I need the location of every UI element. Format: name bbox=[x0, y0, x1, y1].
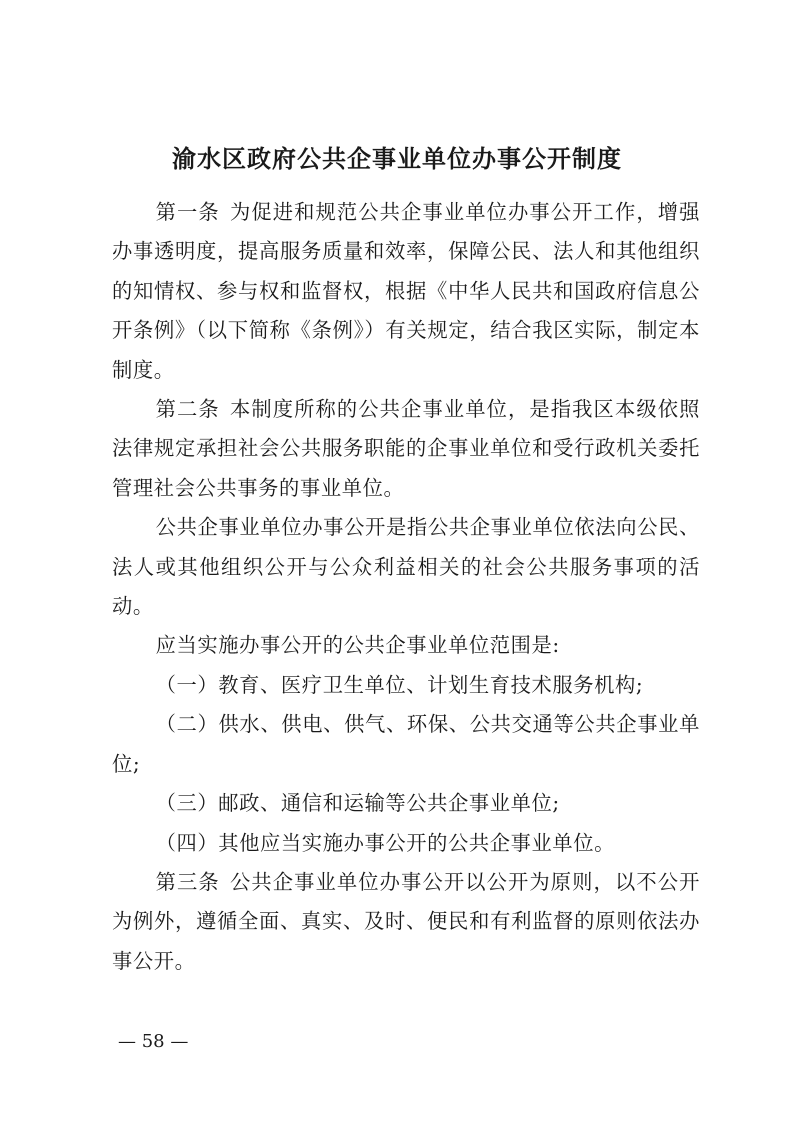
article-1-label: 第一条 bbox=[155, 200, 220, 224]
article-3-text: 公共企事业单位办事公开以公开为原则，以不公开为例外，遵循全面、真实、及时、便民和有利监督的原则依法办事公开。 bbox=[112, 869, 700, 973]
scope-item-4: （四）其他应当实施办事公开的公共企事业单位。 bbox=[155, 830, 616, 855]
article-3-label: 第三条 bbox=[155, 869, 220, 894]
article-1-text: 为促进和规范公共企事业单位办事公开工作，增强办事透明度，提高服务质量和效率，保障公民、法人和其他组织的知情权、参与权和监督权，根据《中华人民共和国政府信息公开条例》（以下简称《条例》）有关规定，结合我区实际，制定本制度。 bbox=[112, 200, 700, 382]
scope-item-1: （一）教育、医疗卫生单位、计划生育技术服务机构; bbox=[155, 672, 644, 697]
scope-item-2: （二）供水、供电、供气、环保、公共交通等公共企事业单位; bbox=[112, 712, 700, 776]
article-3 bbox=[112, 863, 700, 981]
scope-paragraph: 应当实施办事公开的公共企事业单位范围是: bbox=[155, 633, 560, 658]
definition-paragraph: 公共企事业单位办事公开是指公共企事业单位依法向公民、法人或其他组织公开与公众利益相关的社会公共服务事项的活动。 bbox=[112, 515, 700, 619]
scope-item-3: （三）邮政、通信和运输等公共企事业单位; bbox=[155, 791, 560, 816]
document-body bbox=[112, 193, 700, 981]
article-2 bbox=[112, 390, 700, 508]
page-number: — 58 — bbox=[118, 1031, 189, 1052]
article-2-label: 第二条 bbox=[155, 397, 220, 422]
document-title: 渝水区政府公共企事业单位办事公开制度 bbox=[172, 145, 622, 173]
article-1 bbox=[112, 193, 700, 390]
article-2-text: 本制度所称的公共企事业单位，是指我区本级依照法律规定承担社会公共服务职能的企事业单位和受行政机关委托管理社会公共事务的事业单位。 bbox=[112, 397, 700, 500]
